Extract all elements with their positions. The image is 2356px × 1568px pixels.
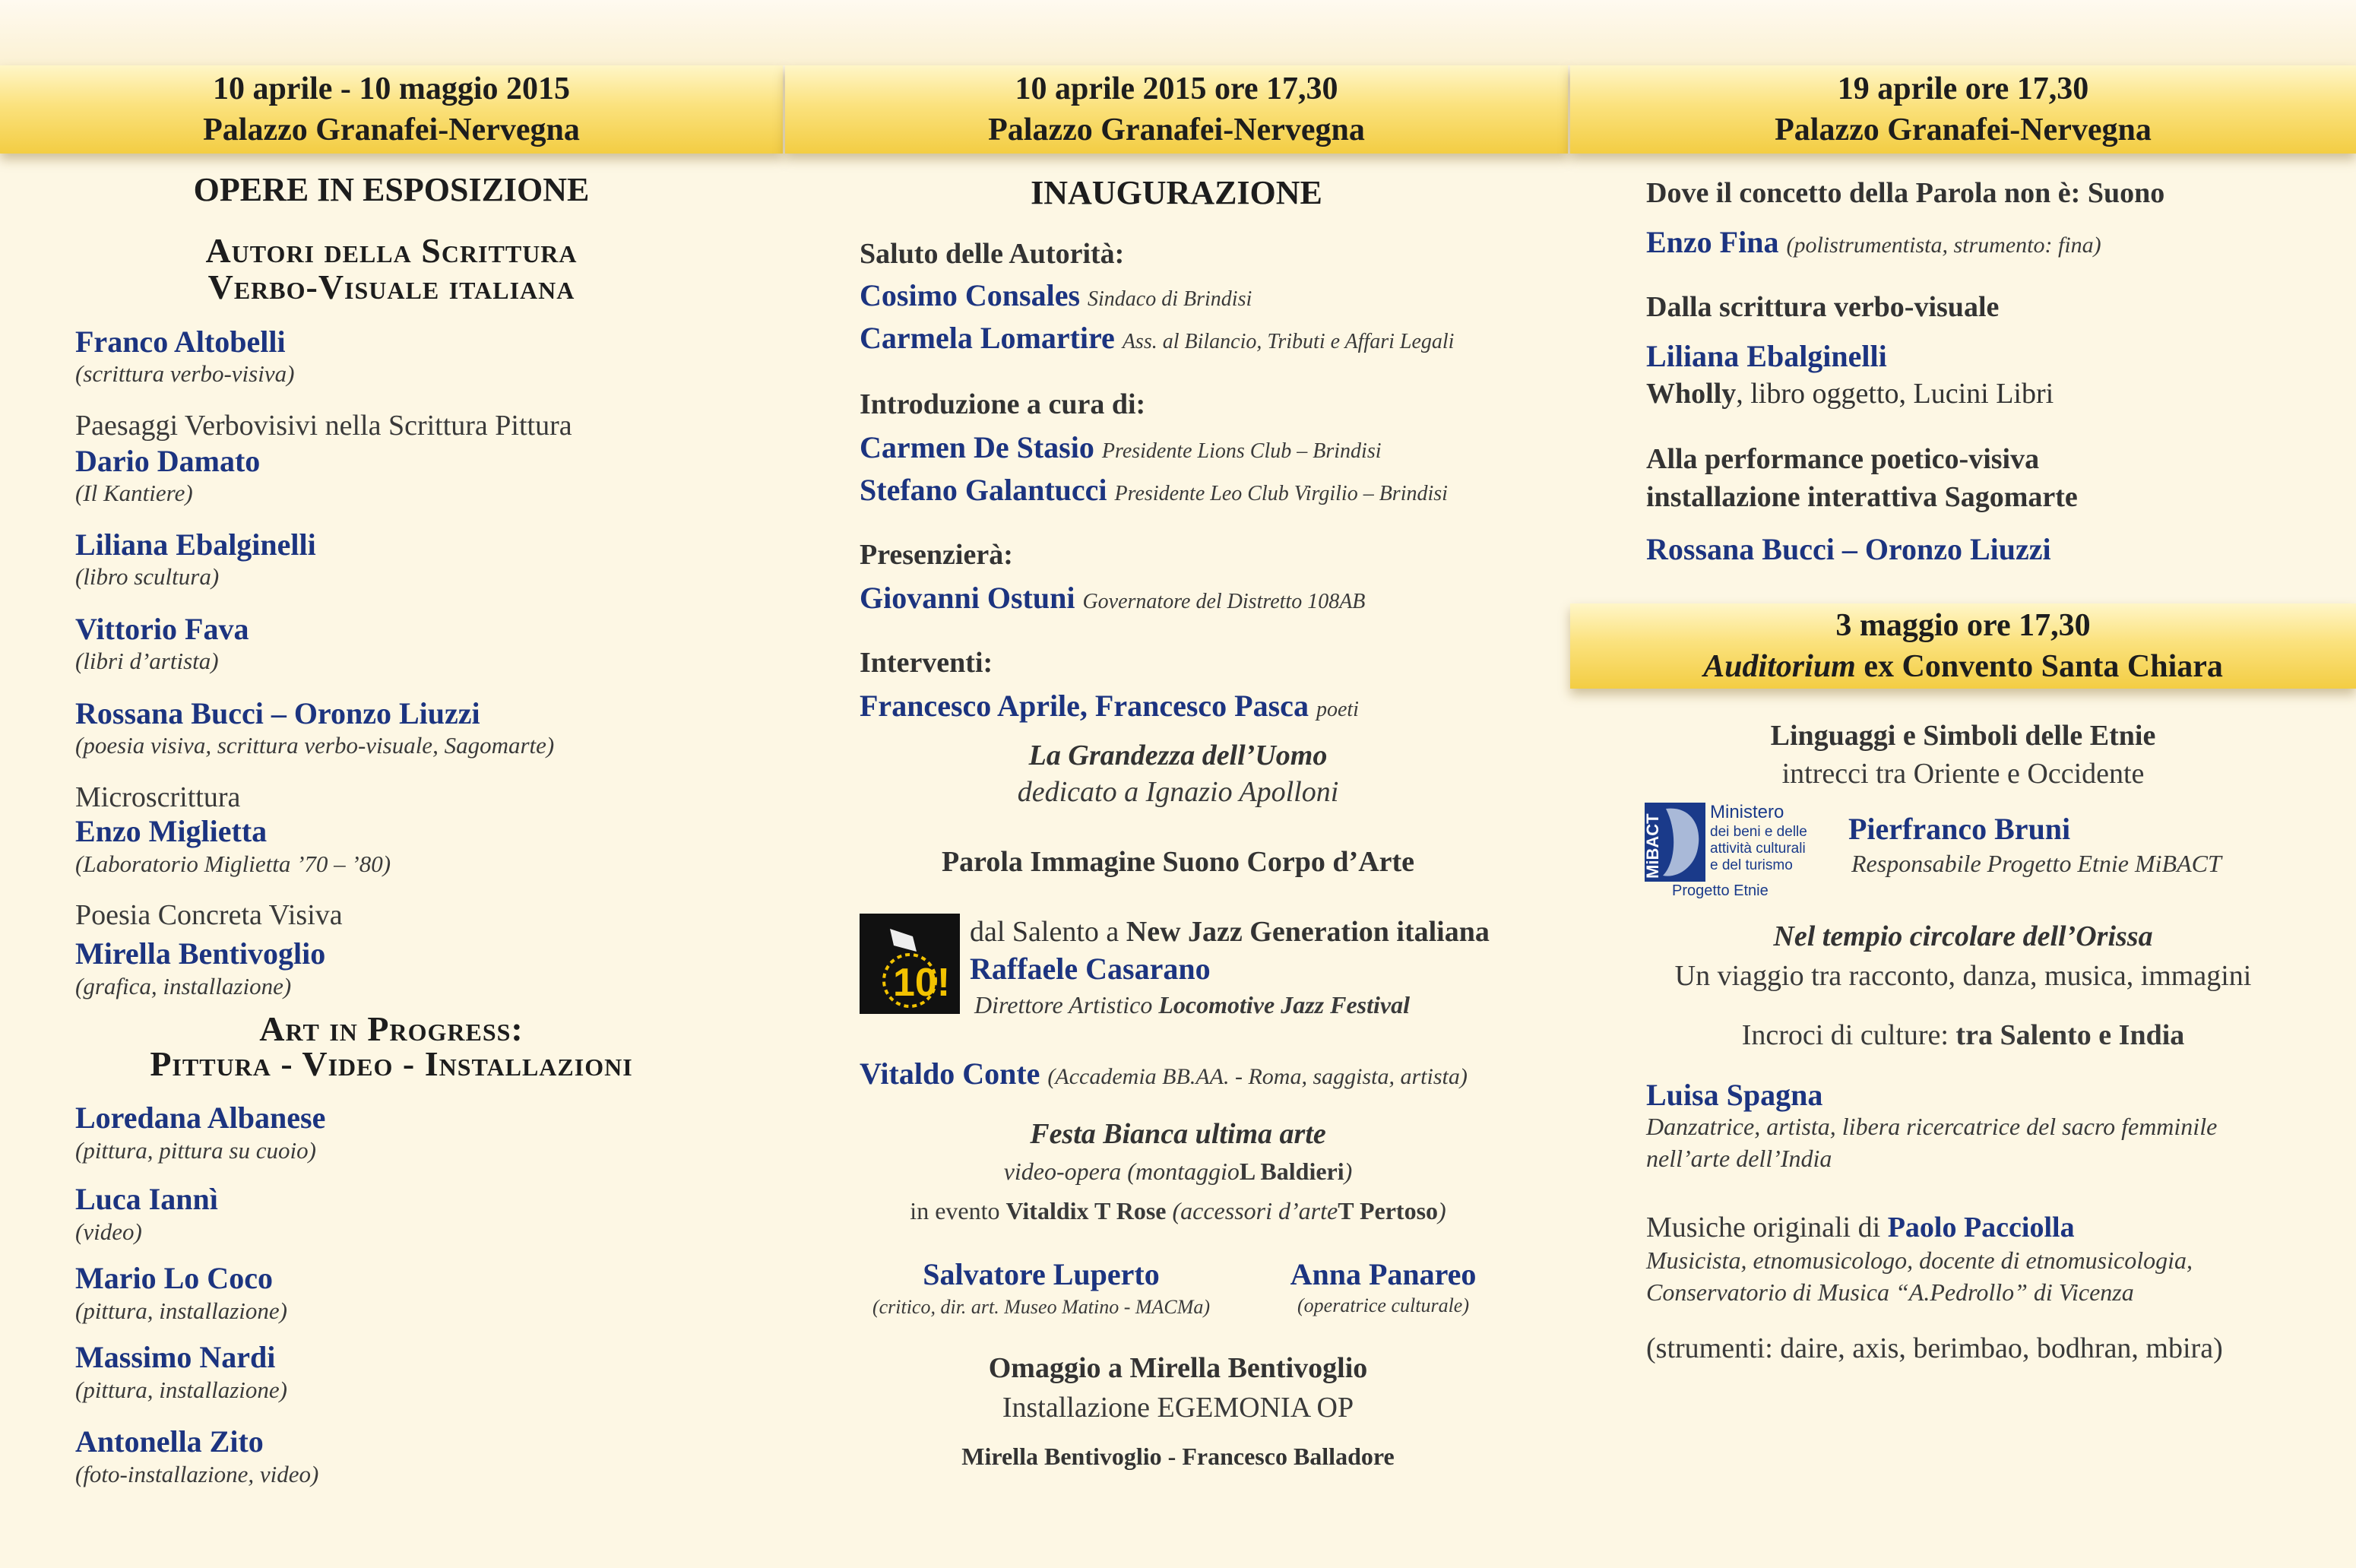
top-band: [0, 0, 2356, 65]
festa-credit: T Pertoso: [1338, 1197, 1439, 1224]
performer-role: Danzatrice, artista, libera ricercatrice del sacro femminile: [1646, 1113, 2218, 1140]
artist-medium: (libri d’artista): [75, 648, 219, 674]
jazz-festival-logo: [860, 914, 960, 1014]
festa-paren: ): [1438, 1197, 1446, 1224]
speaker-name: Stefano Galantucci: [860, 473, 1107, 507]
festa-text: (accessori d’arte: [1166, 1197, 1338, 1224]
artist-name: Massimo Nardi: [75, 1340, 276, 1374]
orissa-title: Nel tempio circolare dell’Orissa: [1773, 920, 2153, 952]
speaker-role: Governatore del Distretto 108AB: [1082, 590, 1366, 613]
artist-name: Dario Damato: [75, 444, 261, 478]
performer-row: [1646, 223, 2101, 265]
logo-text: 10!: [893, 961, 951, 1005]
header-band-1: [0, 65, 783, 154]
artist-medium: (poesia visiva, scrittura verbo-visuale, Sagomarte): [75, 732, 555, 759]
artist-medium: (pittura, installazione): [75, 1297, 287, 1324]
venue-italic: Auditorium: [1703, 649, 1856, 684]
role-prefix: Direttore Artistico: [974, 991, 1159, 1018]
artist-medium: (libro scultura): [75, 563, 220, 590]
jazz-logo-graphic: [860, 914, 960, 1014]
header-date: 3 maggio ore 17,30: [1835, 608, 2091, 643]
musician-role: [974, 990, 1410, 1020]
header-band-3: [1570, 65, 2356, 154]
music-line: [1646, 1208, 2075, 1246]
program-label: Saluto delle Autorità:: [860, 238, 1125, 270]
festa-credit: L Baldieri: [1239, 1158, 1344, 1185]
work-dedication: dedicato a Ignazio Apolloni: [1017, 776, 1339, 808]
artist-medium: (grafica, installazione): [75, 973, 292, 999]
header-venue: Palazzo Granafei-Nervegna: [988, 112, 1365, 147]
incroci-highlight: tra Salento e India: [1955, 1019, 2185, 1051]
header-date: 19 aprile ore 17,30: [1837, 71, 2089, 106]
speaker-row: [860, 1055, 1468, 1096]
artist-medium: (scrittura verbo-visiva): [75, 360, 295, 387]
mibact-logo-graphic: [1645, 803, 1845, 900]
section-title: INAUGURAZIONE: [1031, 174, 1322, 211]
artist-name: Franco Altobelli: [75, 325, 286, 359]
guest-role: (critico, dir. art. Museo Matino - MACMa): [872, 1296, 1211, 1318]
mibact-text: dei beni e delle: [1710, 824, 1807, 840]
speaker-role: Sindaco di Brindisi: [1088, 287, 1252, 311]
musician-name: Paolo Pacciolla: [1887, 1212, 2075, 1243]
incroci-line: [1570, 1017, 2356, 1053]
mibact-text: Ministero: [1710, 803, 1784, 822]
festa-line: [859, 1195, 1497, 1227]
artist-intro: Poesia Concreta Visiva: [75, 899, 343, 931]
event-subtitle: intrecci tra Oriente e Occidente: [1781, 758, 2145, 790]
header-band-2: [785, 65, 1568, 154]
mibact-side-text: MiBACT: [1645, 813, 1662, 879]
musician-role: Musicista, etnomusicologo, docente di etnomusicologia,: [1646, 1246, 2193, 1274]
artist-name: Enzo Miglietta: [75, 814, 268, 848]
event-title: Linguaggi e Simboli delle Etnie: [1770, 720, 2156, 752]
speaker-row: [860, 687, 1359, 729]
festa-credit: Vitaldix T Rose: [1005, 1197, 1167, 1224]
festa-paren: ): [1344, 1158, 1353, 1185]
speaker-row: [860, 319, 1454, 361]
speaker-role: Responsabile Progetto Etnie MiBACT: [1851, 850, 2221, 877]
performance-title: Parola Immagine Suono Corpo d’Arte: [941, 846, 1415, 878]
jazz-intro: dal Salento a: [970, 916, 1126, 948]
book-title: Wholly: [1646, 378, 1737, 410]
speaker-role: Presidente Lions Club – Brindisi: [1101, 439, 1382, 463]
installation-title: Installazione EGEMONIA OP: [1002, 1392, 1354, 1424]
section-subtitle: Verbo-Visuale italiana: [207, 268, 575, 306]
section-subtitle: Art in Progress:: [259, 1009, 524, 1048]
speaker-name: Giovanni Ostuni: [860, 581, 1075, 615]
artist-name: Loredana Albanese: [75, 1101, 326, 1135]
artist-name: Mirella Bentivoglio: [75, 936, 326, 971]
header-date: 10 aprile 2015 ore 17,30: [1015, 71, 1338, 106]
artist-name: Vittorio Fava: [75, 612, 249, 646]
section-subtitle: Pittura - Video - Installazioni: [150, 1044, 633, 1083]
jazz-highlight: New Jazz Generation italiana: [1126, 916, 1490, 948]
speaker-name: Vitaldo Conte: [860, 1056, 1040, 1091]
performance-intro: Dove il concetto della Parola non è: Suono: [1646, 177, 2165, 209]
performer-name: Rossana Bucci – Oronzo Liuzzi: [1646, 532, 2051, 566]
header-venue: [1703, 646, 2223, 687]
book-desc: , libro oggetto, Lucini Libri: [1736, 378, 2054, 410]
artist-name: Luca Iannì: [75, 1182, 218, 1216]
instruments-line: (strumenti: daire, axis, berimbao, bodhran, mbira): [1646, 1332, 2223, 1364]
guest-name: Anna Panareo: [1290, 1257, 1477, 1291]
speaker-role: Presidente Leo Club Virgilio – Brindisi: [1114, 482, 1448, 505]
tribute-title: Omaggio a Mirella Bentivoglio: [988, 1352, 1368, 1384]
artist-medium: (pittura, installazione): [75, 1376, 287, 1403]
orissa-subtitle: Un viaggio tra racconto, danza, musica, immagini: [1674, 960, 2252, 992]
mibact-logo: [1645, 803, 1845, 900]
artist-name: Rossana Bucci – Oronzo Liuzzi: [75, 696, 480, 730]
speaker-row: [860, 579, 1365, 621]
venue-rest: ex Convento Santa Chiara: [1855, 649, 2223, 684]
speaker-name: Francesco Aprile, Francesco Pasca: [860, 689, 1309, 723]
header-band-4: [1570, 603, 2356, 689]
program-label: Interventi:: [860, 647, 993, 679]
performance-intro: installazione interattiva Sagomarte: [1646, 481, 2078, 513]
section-subtitle: Autori della Scrittura: [205, 231, 578, 270]
performer-role: nell’arte dell’India: [1646, 1145, 1832, 1172]
speaker-name: Carmen De Stasio: [860, 430, 1094, 464]
performer-name: Liliana Ebalginelli: [1646, 339, 1887, 373]
speaker-name: Pierfranco Bruni: [1848, 812, 2071, 846]
music-intro: Musiche originali di: [1646, 1212, 1888, 1243]
book-line: [1646, 375, 2054, 412]
artist-name: Antonella Zito: [75, 1424, 264, 1459]
speaker-role: Ass. al Bilancio, Tributi e Affari Legali: [1122, 330, 1455, 353]
artist-medium: (Il Kantiere): [75, 480, 193, 506]
festa-text: in evento: [910, 1197, 1006, 1224]
mibact-text: Progetto Etnie: [1672, 882, 1769, 899]
speaker-role: poeti: [1316, 698, 1359, 721]
jazz-line: [970, 914, 1490, 950]
artist-medium: (Laboratorio Miglietta ’70 – ’80): [75, 851, 391, 877]
header-date: 10 aprile - 10 maggio 2015: [212, 71, 571, 106]
festival-name: Locomotive Jazz Festival: [1158, 991, 1410, 1018]
festa-title: Festa Bianca ultima arte: [1030, 1118, 1326, 1150]
speaker-row: [860, 471, 1448, 513]
artist-medium: (video): [75, 1218, 142, 1245]
header-venue: Palazzo Granafei-Nervegna: [1775, 112, 2152, 147]
speaker-name: Cosimo Consales: [860, 278, 1081, 312]
artist-intro: Paesaggi Verbovisivi nella Scrittura Pittura: [75, 410, 572, 442]
artist-medium: (pittura, pittura su cuoio): [75, 1137, 316, 1164]
guest-name: Salvatore Luperto: [923, 1257, 1160, 1291]
speaker-role: (Accademia BB.AA. - Roma, saggista, artista): [1047, 1064, 1468, 1089]
speaker-row: [860, 429, 1382, 470]
mibact-text: e del turismo: [1710, 857, 1793, 873]
header-venue: Palazzo Granafei-Nervegna: [203, 112, 580, 147]
installation-credits: Mirella Bentivoglio - Francesco Balladore: [961, 1443, 1395, 1470]
musician-role: Conservatorio di Musica “A.Pedrollo” di Vicenza: [1646, 1278, 2134, 1306]
guest-role: (operatrice culturale): [1297, 1294, 1469, 1316]
program-label: Presenzierà:: [860, 539, 1013, 571]
program-label: Introduzione a cura di:: [860, 388, 1146, 420]
mibact-text: attività culturali: [1710, 841, 1806, 857]
performer-name: Luisa Spagna: [1646, 1078, 1823, 1112]
artist-name: Mario Lo Coco: [75, 1261, 273, 1295]
artist-medium: (foto-installazione, video): [75, 1461, 319, 1487]
performance-intro: Alla performance poetico-visiva: [1646, 443, 2040, 475]
section-title: OPERE IN ESPOSIZIONE: [193, 171, 590, 208]
festa-text: video-opera (montaggio: [1003, 1158, 1240, 1185]
musician-name: Raffaele Casarano: [970, 952, 1211, 986]
performer-role: (polistrumentista, strumento: fina): [1786, 233, 2101, 258]
performance-intro: Dalla scrittura verbo-visuale: [1646, 291, 2000, 323]
artist-intro: Microscrittura: [75, 781, 241, 813]
speaker-row: [860, 277, 1252, 318]
festa-line: [859, 1155, 1497, 1187]
incroci-text: Incroci di culture:: [1741, 1019, 1956, 1051]
artist-name: Liliana Ebalginelli: [75, 527, 316, 562]
work-title: La Grandezza dell’Uomo: [1028, 740, 1328, 771]
speaker-name: Carmela Lomartire: [860, 321, 1115, 355]
performer-name: Enzo Fina: [1646, 225, 1779, 259]
